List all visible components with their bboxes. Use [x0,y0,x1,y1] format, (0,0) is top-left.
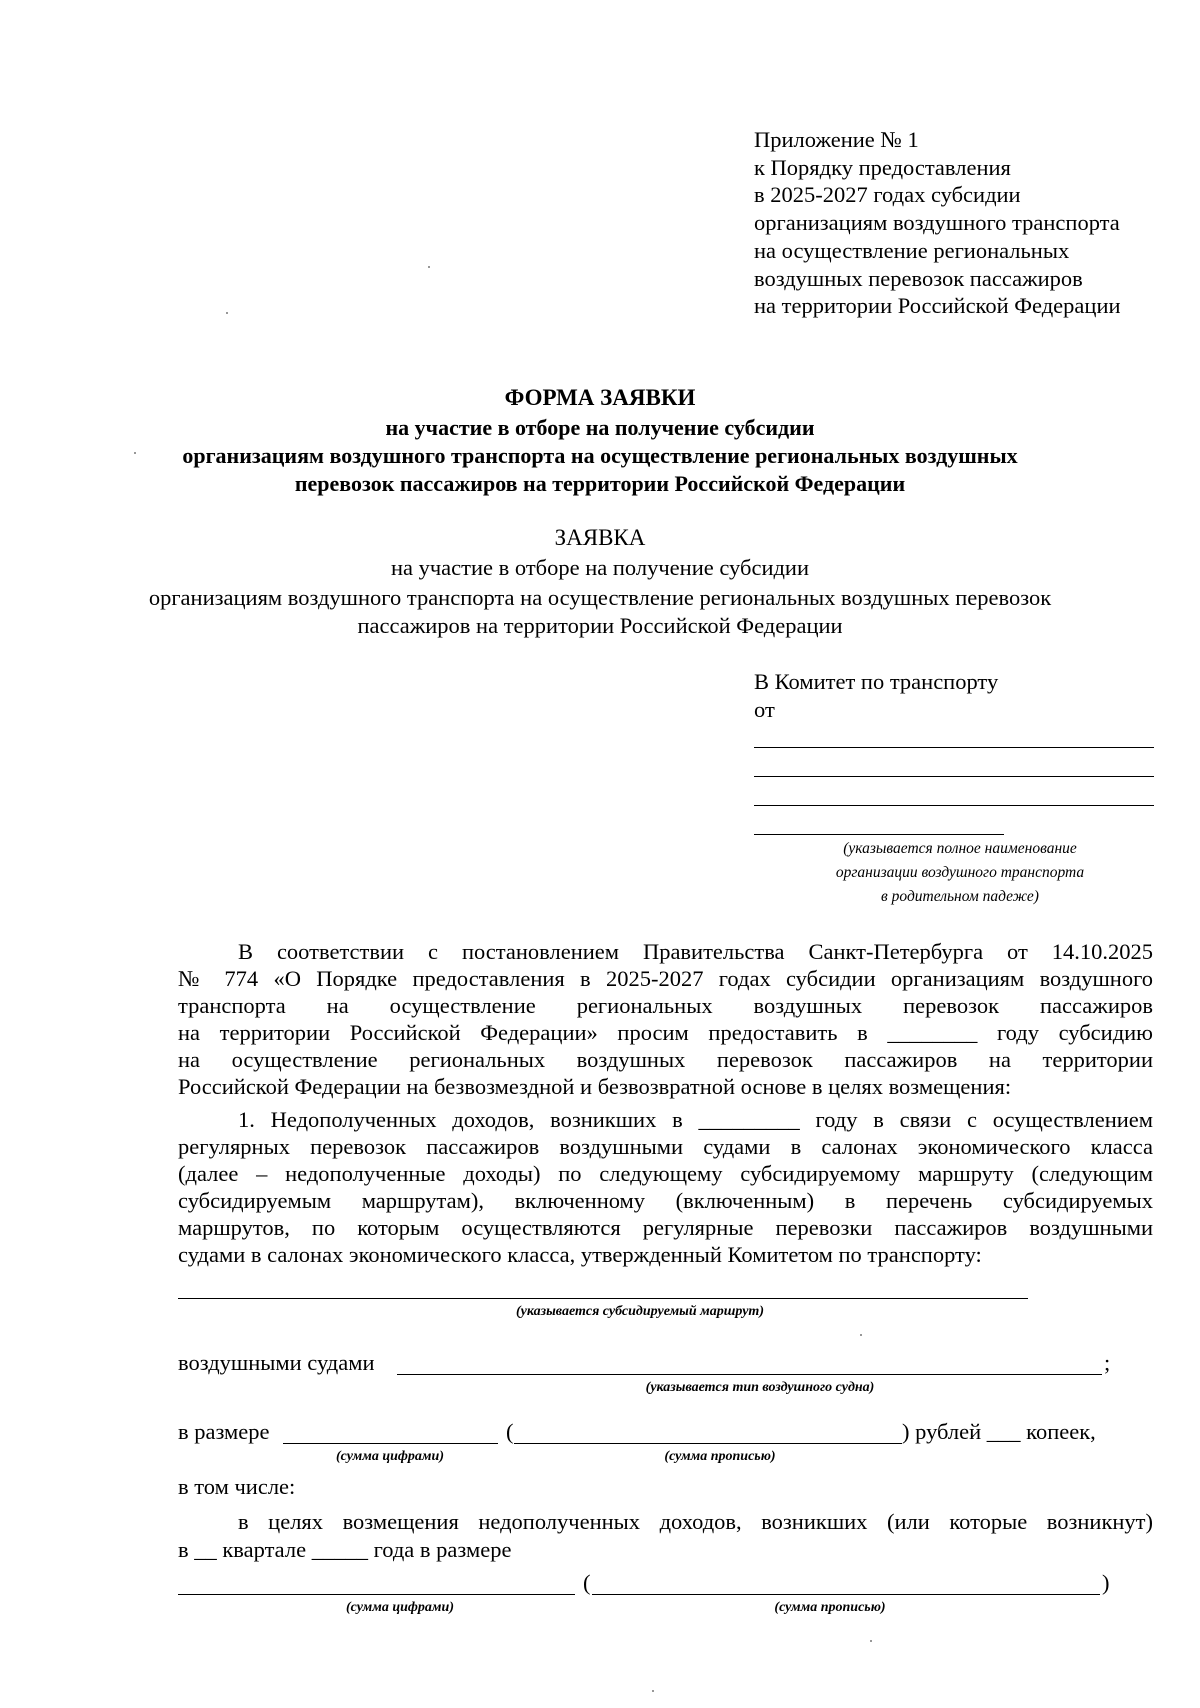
addressee-hint: организации воздушного транспорта [835,864,1085,881]
application-subtitle-line: пассажиров на территории Российской Федерации [357,613,843,638]
quarter-words-input-line[interactable] [592,1594,1100,1595]
scan-speck [134,452,136,454]
sender-name-line [754,776,1154,777]
appendix-reference [754,126,1174,320]
body-paragraph-line: транспорта на осуществление региональных воздушных перевозок пассажиров [178,993,1153,1018]
body-paragraph-line: 1. Недополученных доходов, возникших в _________ году в связи с осуществлением [238,1107,1153,1132]
appendix-line: к Порядку предоставления [754,154,1011,180]
scan-speck [860,1334,862,1336]
scan-speck [226,312,228,314]
quarter-words-hint: (сумма прописью) [774,1600,886,1615]
aircraft-hint: (указывается тип воздушного судна) [645,1380,875,1395]
scan-speck [428,266,430,268]
body-paragraph-line: субсидируемым маршрутам), включенному (включенным) в перечень субсидируемых [178,1188,1153,1213]
aircraft-input-line[interactable] [397,1374,1102,1375]
amount-open-paren: ( [506,1419,514,1444]
scan-speck [652,1690,654,1692]
body-paragraph-line: Российской Федерации на безвозмездной и безвозвратной основе в целях возмещения: [178,1074,1012,1099]
amount-digits-hint: (сумма цифрами) [336,1449,444,1464]
scan-speck [870,1640,872,1642]
amount-digits-input-line[interactable] [283,1443,498,1444]
application-subtitle-line: на участие в отборе на получение субсидии [390,555,810,580]
quarter-open-paren: ( [583,1570,591,1595]
amount-label: в размере [178,1419,270,1444]
sender-name-line [754,834,1004,835]
appendix-line: Приложение № 1 [754,127,919,152]
body-paragraph-line: на территории Российской Федерации» просим предоставить в ________ году субсидию [178,1020,1153,1045]
addressee-hint: в родительном падеже) [881,888,1039,905]
appendix-line: воздушных перевозок пассажиров [754,265,1083,291]
body-paragraph-line: № 774 «О Порядке предоставления в 2025-2027 годах субсидии организациям воздушного [178,966,1153,991]
aircraft-label: воздушными судами [178,1350,375,1375]
quarter-digits-input-line[interactable] [178,1594,575,1595]
quarter-text-line: в __ квартале _____ года в размере [178,1537,512,1562]
body-paragraph-line: маршрутов, по которым осуществляются регулярные перевозки пассажиров воздушными [178,1215,1153,1240]
body-paragraph-line: судами в салонах экономического класса, утвержденный Комитетом по транспорту: [178,1242,982,1267]
appendix-line: в 2025-2027 годах субсидии [754,182,1021,208]
amount-tail: ) рублей ___ копеек, [902,1419,1096,1444]
body-paragraph-line: (далее – недополученные доходы) по следующему субсидируемому маршруту (следующим [178,1161,1153,1186]
route-input-line[interactable] [178,1298,1028,1299]
quarter-close-paren: ) [1102,1570,1110,1595]
sender-name-line [754,747,1154,748]
body-paragraph-line: на осуществление региональных воздушных перевозок пассажиров на территории [178,1047,1153,1072]
form-title: ФОРМА ЗАЯВКИ [504,385,696,410]
form-subtitle-line: организациям воздушного транспорта на осуществление региональных воздушных [182,443,1018,468]
body-paragraph-line: регулярных перевозок пассажиров воздушными судами в салонах экономического класса [178,1134,1153,1159]
aircraft-semicolon: ; [1104,1350,1111,1375]
body-paragraph-line: В соответствии с постановлением Правительства Санкт-Петербурга от 14.10.2025 [238,939,1153,964]
appendix-line: на территории Российской Федерации [754,293,1121,319]
sender-name-line [754,805,1154,806]
including-label: в том числе: [178,1474,296,1499]
amount-words-hint: (сумма прописью) [664,1449,776,1464]
route-hint: (указывается субсидируемый маршрут) [516,1304,764,1319]
form-subtitle-line: перевозок пассажиров на территории Российской Федерации [294,471,906,496]
application-title: ЗАЯВКА [554,525,646,550]
form-subtitle-line: на участие в отборе на получение субсидии [385,415,815,440]
addressee-from: от [754,697,775,722]
appendix-line: организациям воздушного транспорта [754,210,1120,236]
addressee-to: В Комитет по транспорту [754,669,999,694]
application-subtitle-line: организациям воздушного транспорта на осуществление региональных воздушных перевозок [148,585,1052,610]
quarter-text-line: в целях возмещения недополученных доходов, возникших (или которые возникнут) [238,1509,1153,1534]
appendix-line: на осуществление региональных [754,237,1070,263]
quarter-digits-hint: (сумма цифрами) [346,1600,454,1615]
addressee-hint: (указывается полное наименование [843,840,1077,857]
amount-words-input-line[interactable] [514,1443,902,1444]
